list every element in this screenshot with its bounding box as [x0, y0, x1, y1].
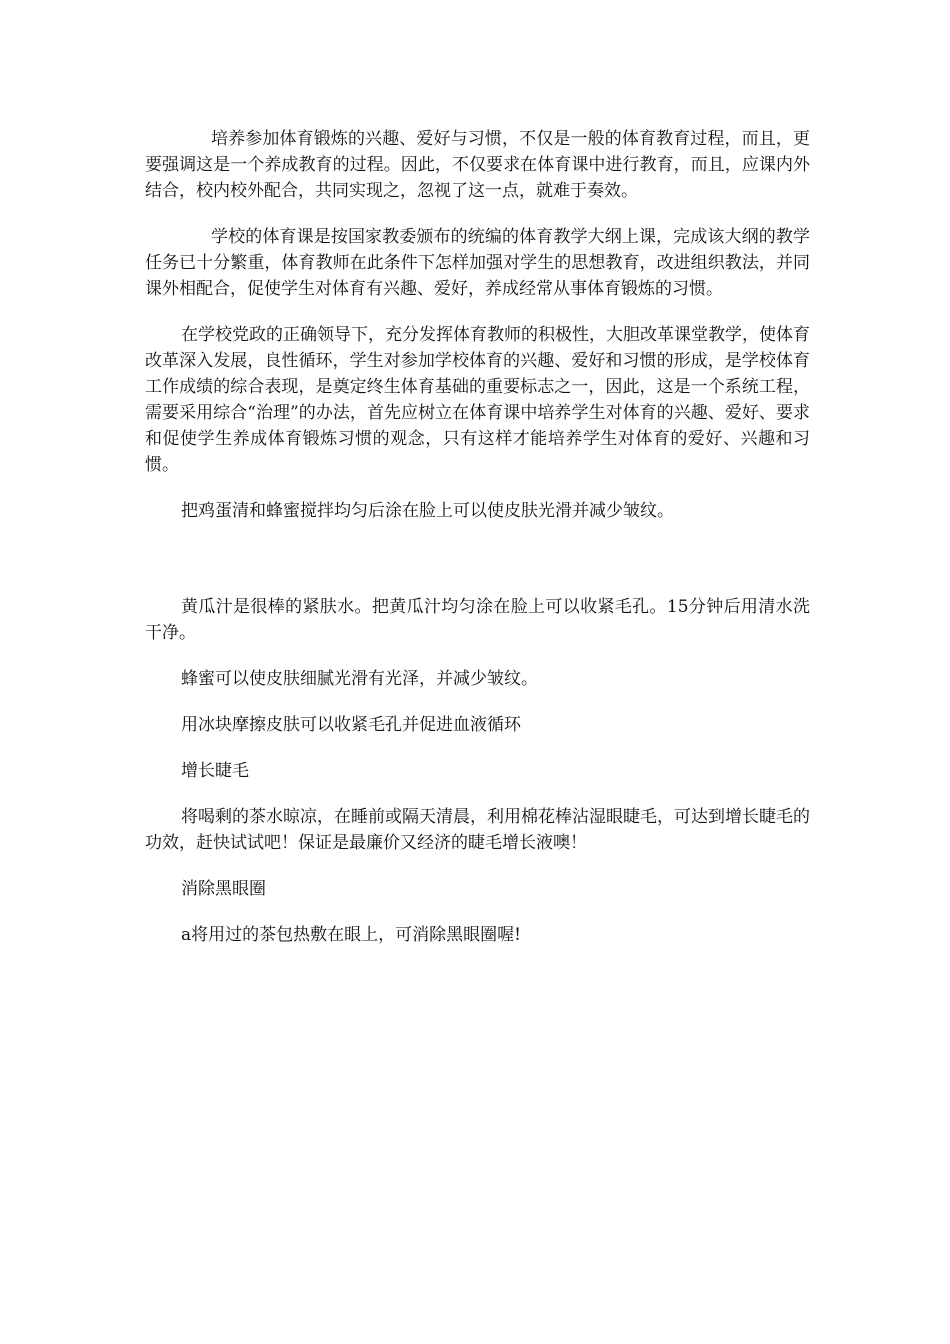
paragraph-cucumber-tip: 黄瓜汁是很棒的紧肤水。把黄瓜汁均匀涂在脸上可以收紧毛孔。15分钟后用清水洗干净。 [145, 597, 810, 643]
paragraph-school-leadership: 在学校党政的正确领导下，充分发挥体育教师的积极性，大胆改革课堂教学，使体育改革深入发展，良性循环，学生对参加学校体育的兴趣、爱好和习惯的形成，是学校体育工作成绩的综合表现，是奠定终生体育基础的重要标志之一，因此，这是一个系统工程，需要采用综合“治理”的办法，首先应树立在体育课中培养学生对体育的兴趣、爱好、要求和促使学生养成体育锻炼习惯的观念，只有这样才能培养学生对体育的爱好、兴趣和习惯。 [145, 325, 810, 475]
paragraph-habit-education: 培养参加体育锻炼的兴趣、爱好与习惯，不仅是一般的体育教育过程，而且，更要强调这是一个养成教育的过程。因此，不仅要求在体育课中进行教育，而且，应课内外结合，校内校外配合，共同实现之，忽视了这一点，就难于奏效。 [145, 129, 810, 201]
paragraph-honey-tip: 蜂蜜可以使皮肤细腻光滑有光泽，并减少皱纹。 [181, 669, 538, 689]
paragraph-tea-eyelash-tip: 将喝剩的茶水晾凉，在睡前或隔天清晨，利用棉花棒沾湿眼睫毛，可达到增长睫毛的功效，赶快试试吧！保证是最廉价又经济的睫毛增长液噢！ [145, 807, 810, 853]
paragraph-ice-tip: 用冰块摩擦皮肤可以收紧毛孔并促进血液循环 [181, 715, 521, 735]
paragraph-teabag-tip: a将用过的茶包热敷在眼上，可消除黑眼圈喔! [181, 925, 521, 945]
paragraph-egg-honey-tip: 把鸡蛋清和蜂蜜搅拌均匀后涂在脸上可以使皮肤光滑并减少皱纹。 [181, 501, 674, 521]
heading-remove-dark-circles: 消除黑眼圈 [181, 879, 266, 899]
document-body [145, 126, 810, 948]
heading-grow-eyelashes: 增长睫毛 [181, 761, 249, 781]
paragraph-pe-syllabus: 学校的体育课是按国家教委颁布的统编的体育教学大纲上课，完成该大纲的教学任务已十分繁重，体育教师在此条件下怎样加强对学生的思想教育，改进组织教法，并同课外相配合，促使学生对体育有兴趣、爱好，养成经常从事体育锻炼的习惯。 [145, 227, 810, 299]
